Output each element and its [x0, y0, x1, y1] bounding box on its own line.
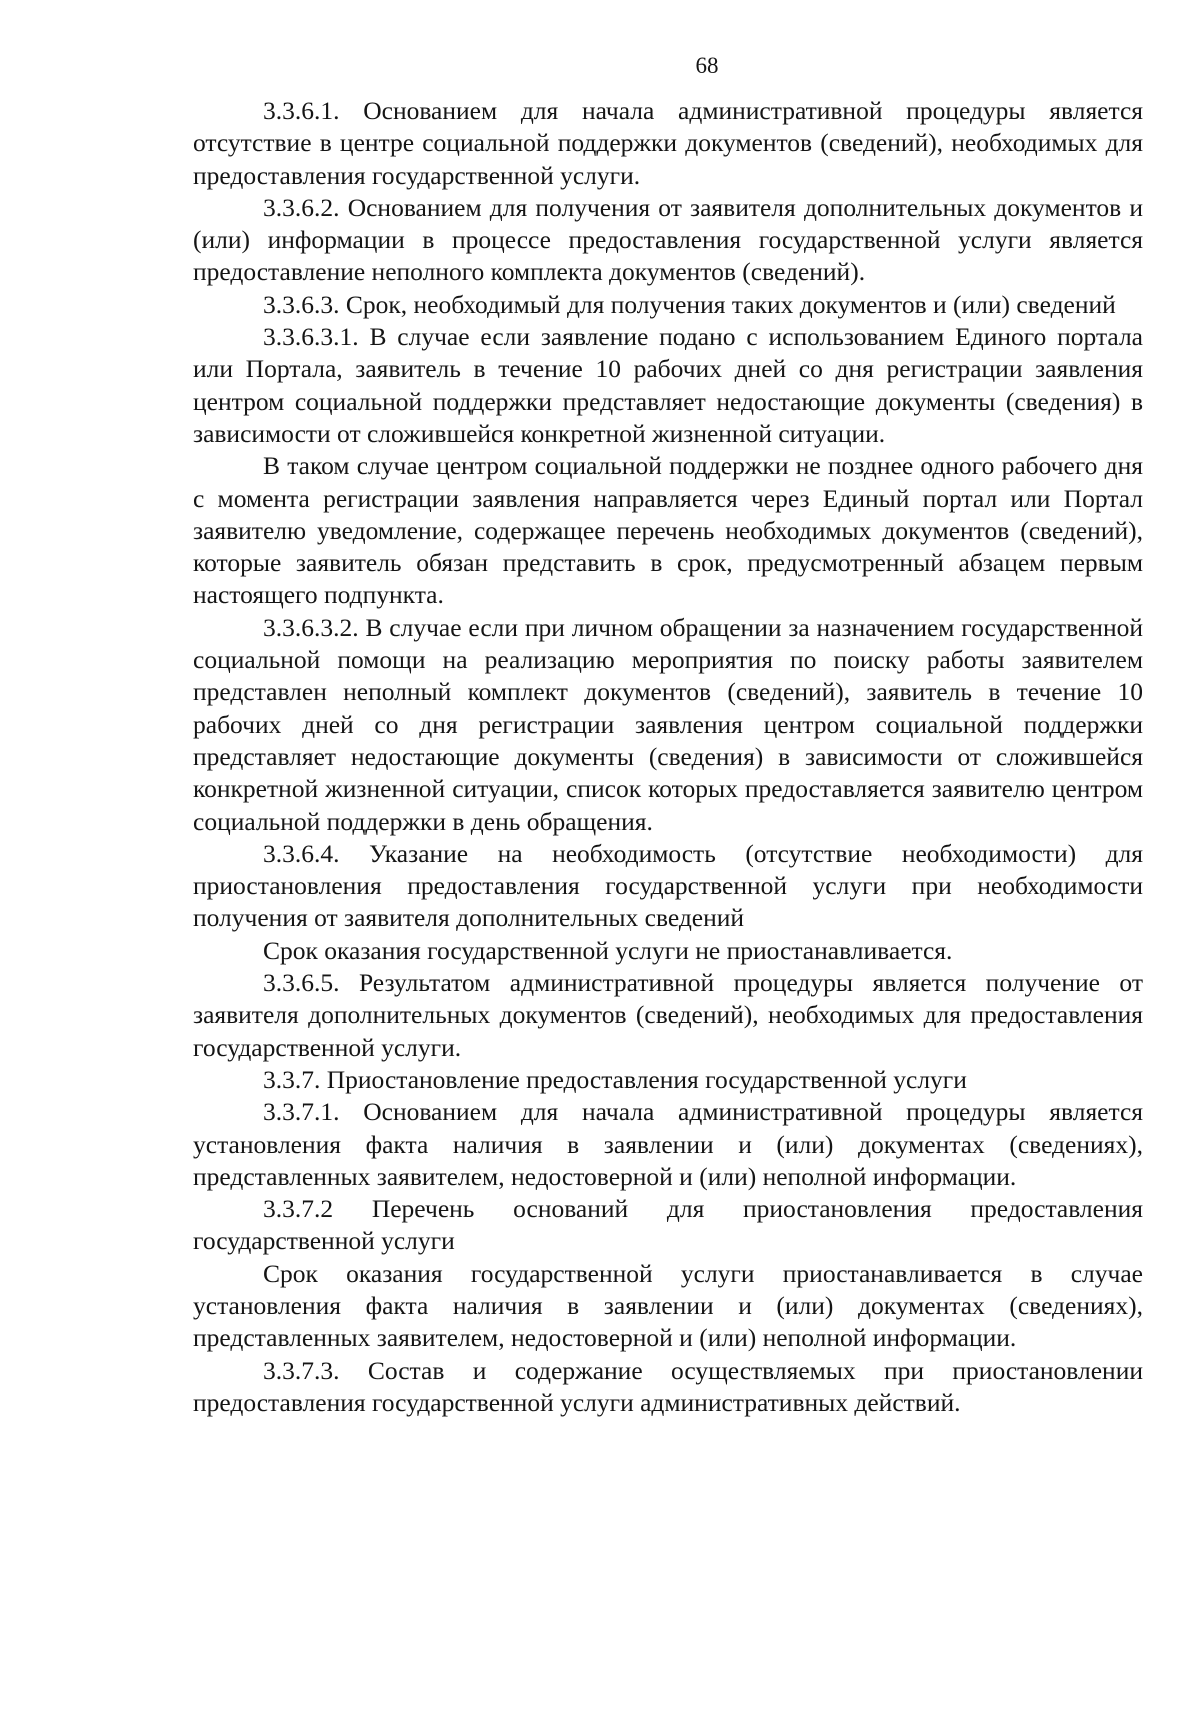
paragraph-3-3-6-1: 3.3.6.1. Основанием для начала административной процедуры является отсутствие в центре социальной поддержки документов (сведений), необходимых для предоставления государственной услуги.	[193, 96, 1143, 190]
paragraph-3-3-7: 3.3.7. Приостановление предоставления государственной услуги	[263, 1064, 967, 1094]
paragraph-3-3-6-3-1: 3.3.6.3.1. В случае если заявление подано с использованием Единого портала или Портала, заявитель в течение 10 рабочих дней со дня регистрации заявления центром социальной поддержки представляет недостающие документы (сведения) в зависимости от сложившейся конкретной жизненной ситуации.	[193, 322, 1143, 448]
paragraph-3-3-6-4: 3.3.6.4. Указание на необходимость (отсутствие необходимости) для приостановления предоставления государственной услуги при необходимости получения от заявителя дополнительных сведений	[193, 838, 1143, 933]
paragraph-3-3-6-5: 3.3.6.5. Результатом административной процедуры является получение от заявителя дополнительных документов (сведений), необходимых для предоставления государственной услуги.	[193, 968, 1143, 1062]
paragraph-3-3-6-3: 3.3.6.3. Срок, необходимый для получения таких документов и (или) сведений	[263, 289, 1116, 319]
document-body	[193, 95, 1143, 1419]
paragraph-3-3-7-3: 3.3.7.3. Состав и содержание осуществляемых при приостановлении предоставления государственной услуги административных действий.	[193, 1355, 1143, 1417]
paragraph-3-3-6-2: 3.3.6.2. Основанием для получения от заявителя дополнительных документов и (или) информации в процессе предоставления государственной услуги является предоставление неполного комплекта документов (сведений).	[193, 192, 1143, 287]
paragraph-3-3-6-3-2: 3.3.6.3.2. В случае если при личном обращении за назначением государственной социальной помощи на реализацию мероприятия по поиску работы заявителем представлен неполный комплект документов (сведений), заявитель в течение 10 рабочих дней со дня регистрации заявления центром социальной поддержки представляет недостающие документы (сведения) в зависимости от сложившейся конкретной жизненной ситуации, список которых предоставляется заявителю центром социальной поддержки в день обращения.	[193, 612, 1143, 836]
paragraph-3-3-7-1: 3.3.7.1. Основанием для начала административной процедуры является установления факта наличия в заявлении и (или) документах (сведениях), представленных заявителем, недостоверной и (или) неполной информации.	[193, 1097, 1143, 1191]
paragraph-notification: В таком случае центром социальной поддержки не позднее одного рабочего дня с момента регистрации заявления направляется через Единый портал или Портал заявителю уведомление, содержащее перечень необходимых документов (сведений), которые заявитель обязан представить в срок, предусмотренный абзацем первым настоящего подпункта.	[193, 451, 1143, 610]
paragraph-3-3-7-2: 3.3.7.2 Перечень оснований для приостановления предоставления государственной услуги	[193, 1194, 1143, 1256]
page-number: 68	[695, 53, 719, 78]
paragraph-term-not-suspended: Срок оказания государственной услуги не приостанавливается.	[263, 935, 953, 965]
paragraph-term-suspended: Срок оказания государственной услуги приостанавливается в случае установления факта наличия в заявлении и (или) документах (сведениях), представленных заявителем, недостоверной и (или) неполной информации.	[193, 1258, 1143, 1353]
